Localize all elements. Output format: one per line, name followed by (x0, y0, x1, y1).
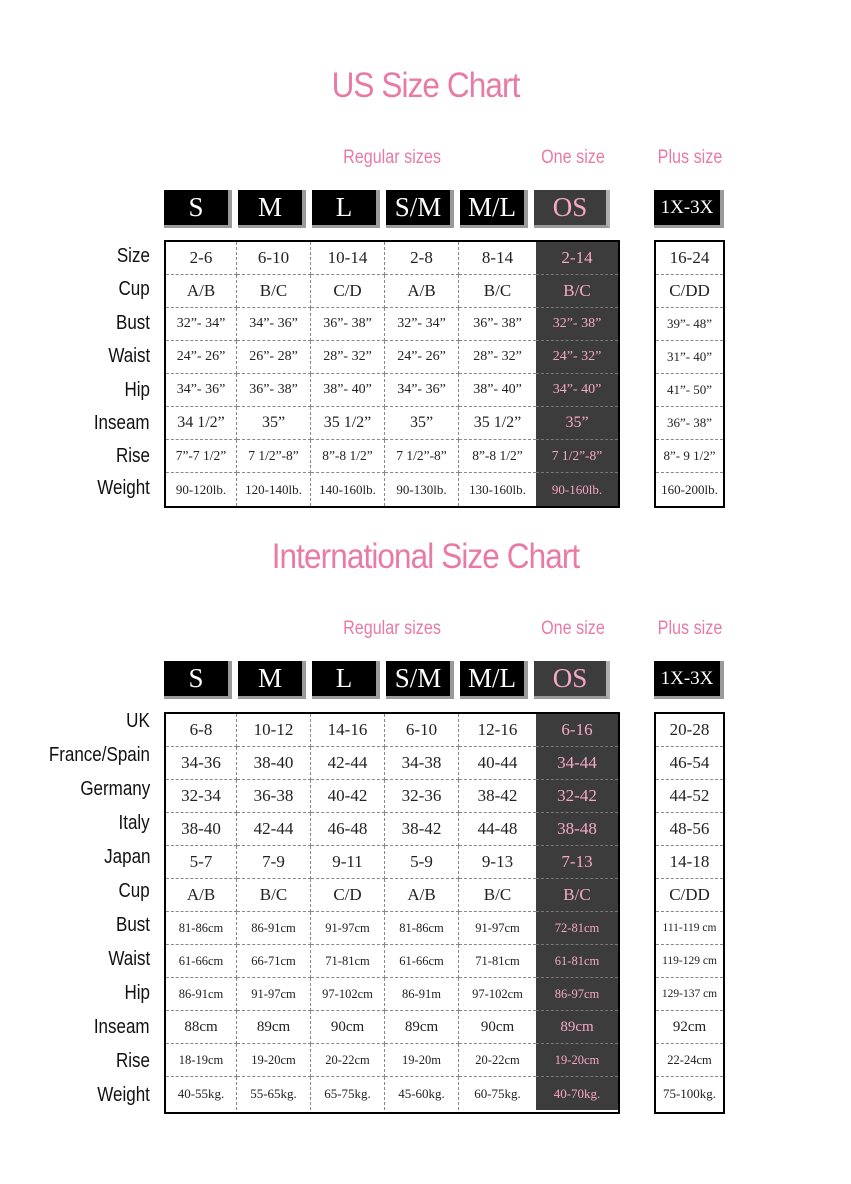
intl-table-cell: 46-48 (311, 813, 385, 846)
us-plus-table-row (656, 275, 723, 308)
us-plus-table-row (656, 407, 723, 440)
intl-plus-table-cell: 111-119 cm (656, 912, 723, 945)
intl-table-cell: 42-44 (311, 747, 385, 780)
us-table-row (166, 242, 618, 275)
us-table-cell: 7 1/2”-8” (237, 440, 311, 473)
us-table-cell: 32”- 38” (536, 308, 618, 341)
intl-table-cell: 89cm (385, 1011, 459, 1044)
us-table-cell: 8”-8 1/2” (311, 440, 385, 473)
us-table-cell: 34”- 36” (385, 374, 459, 407)
intl-table-cell: 65-75kg. (311, 1077, 385, 1110)
us-table-cell: 35” (385, 407, 459, 440)
intl-size-header-plus: 1X-3X (654, 661, 724, 699)
intl-row-label: Italy (118, 812, 150, 834)
us-chart-title: US Size Chart (331, 66, 520, 105)
us-table-row (166, 275, 618, 308)
intl-row-label: Hip (124, 982, 150, 1004)
intl-table-cell: 9-11 (311, 846, 385, 879)
intl-plus-table-cell: 119-129 cm (656, 945, 723, 978)
intl-table-row (166, 1011, 618, 1044)
intl-table-cell: 61-66cm (166, 945, 237, 978)
us-table-cell: 28”- 32” (311, 341, 385, 374)
intl-table-cell: 20-22cm (311, 1044, 385, 1077)
us-table-cell: 36”- 38” (311, 308, 385, 341)
intl-table-row (166, 1044, 618, 1077)
us-table-row (166, 341, 618, 374)
intl-table-cell: 38-48 (536, 813, 618, 846)
intl-table-row (166, 714, 618, 747)
us-table-cell: 90-120lb. (166, 473, 237, 506)
intl-size-table (164, 712, 620, 1114)
intl-table-cell: 6-8 (166, 714, 237, 747)
intl-table-cell: 14-16 (311, 714, 385, 747)
intl-table-row (166, 747, 618, 780)
intl-plus-table-row (656, 912, 723, 945)
intl-plus-table-cell: 14-18 (656, 846, 723, 879)
us-plus-size-heading: Plus size (657, 147, 723, 168)
intl-table-cell: 97-102cm (459, 978, 536, 1011)
intl-size-header-ml: M/L (460, 661, 528, 699)
us-table-cell: 2-14 (536, 242, 618, 275)
intl-plus-table-cell: 22-24cm (656, 1044, 723, 1077)
us-plus-table-row (656, 374, 723, 407)
us-table-cell: 24”- 32” (536, 341, 618, 374)
intl-table-cell: 89cm (536, 1011, 618, 1044)
intl-table-cell: 32-42 (536, 780, 618, 813)
us-size-table (164, 240, 620, 508)
intl-plus-table-row (656, 945, 723, 978)
us-size-header-sm: S/M (386, 190, 454, 228)
intl-row-label: Waist (108, 948, 150, 970)
intl-table-cell: 60-75kg. (474, 1085, 521, 1101)
us-table-cell: 36”- 38” (237, 374, 311, 407)
intl-table-row (166, 912, 618, 945)
intl-table-cell: C/D (311, 879, 385, 912)
intl-row-label: Japan (103, 846, 150, 868)
us-plus-table-cell: C/DD (656, 275, 723, 308)
intl-table-cell: B/C (459, 879, 536, 912)
us-table-cell: 38”- 40” (311, 374, 385, 407)
intl-table-row (166, 978, 618, 1011)
intl-row-label: Weight (97, 1084, 150, 1106)
us-row-label: Size (116, 245, 150, 267)
us-row-label: Weight (97, 477, 150, 499)
intl-table-cell: 91-97cm (237, 978, 311, 1011)
intl-table-cell: A/B (385, 879, 459, 912)
us-table-cell: 35 1/2” (459, 407, 536, 440)
intl-table-row (166, 1077, 618, 1110)
us-table-row (166, 440, 618, 473)
intl-row-label: Cup (118, 880, 150, 902)
intl-plus-table-row (656, 1077, 723, 1110)
us-table-cell: 10-14 (311, 242, 385, 275)
intl-row-label: UK (126, 710, 150, 732)
intl-table-cell: 86-91cm (166, 978, 237, 1011)
us-table-cell: 8-14 (459, 242, 536, 275)
us-table-cell: 32”- 34” (166, 308, 237, 341)
us-table-cell: 35” (237, 407, 311, 440)
us-size-header-ml: M/L (460, 190, 528, 228)
us-table-cell: 7 1/2”-8” (385, 440, 459, 473)
intl-plus-table-row (656, 846, 723, 879)
us-plus-table-row (656, 242, 723, 275)
intl-plus-table-cell: C/DD (656, 879, 723, 912)
intl-size-header-l: L (312, 661, 380, 699)
us-table-cell: 90-130lb. (385, 473, 459, 506)
intl-size-header-sm: S/M (386, 661, 454, 699)
intl-table-cell: 19-20cm (536, 1044, 618, 1077)
us-row-label: Hip (124, 379, 150, 401)
intl-plus-table-cell: 129-137 cm (656, 978, 723, 1011)
us-table-cell: 120-140lb. (237, 473, 311, 506)
us-row-label: Inseam (94, 412, 150, 434)
us-row-labels (0, 240, 150, 508)
intl-table-cell: 55-65kg. (237, 1077, 311, 1110)
intl-table-cell: 40-70kg. (536, 1077, 618, 1110)
us-table-cell: 34”- 36” (166, 374, 237, 407)
intl-plus-table-row (656, 747, 723, 780)
intl-table-cell: 34-38 (385, 747, 459, 780)
us-size-header-os: OS (534, 190, 610, 228)
intl-table-row (166, 879, 618, 912)
intl-table-cell: 7-13 (536, 846, 618, 879)
intl-regular-sizes-heading: Regular sizes (343, 618, 441, 639)
us-plus-table-row (656, 473, 723, 506)
intl-table-cell: 88cm (166, 1011, 237, 1044)
intl-plus-table-row (656, 1044, 723, 1077)
intl-table-cell: 86-91cm (237, 912, 311, 945)
intl-table-cell: 5-9 (385, 846, 459, 879)
us-table-cell: A/B (166, 275, 237, 308)
us-table-cell: 38”- 40” (459, 374, 536, 407)
us-plus-table-cell: 31”- 40” (656, 341, 723, 374)
us-table-cell: 6-10 (237, 242, 311, 275)
intl-table-cell: 6-16 (536, 714, 618, 747)
intl-row-label: Germany (80, 778, 150, 800)
intl-plus-table-cell: 92cm (656, 1011, 723, 1044)
intl-table-row (166, 780, 618, 813)
intl-plus-table-row (656, 1011, 723, 1044)
intl-table-cell: 71-81cm (311, 945, 385, 978)
intl-table-cell: 90cm (459, 1011, 536, 1044)
us-table-cell: 8”-8 1/2” (459, 440, 536, 473)
us-table-row (166, 308, 618, 341)
us-table-cell: A/B (385, 275, 459, 308)
intl-plus-header-row (654, 661, 724, 699)
us-table-row (166, 407, 618, 440)
us-table-cell: 32”- 34” (385, 308, 459, 341)
intl-table-cell: 38-42 (385, 813, 459, 846)
intl-table-cell: 89cm (237, 1011, 311, 1044)
intl-table-cell: 90cm (311, 1011, 385, 1044)
intl-table-cell: 7-9 (237, 846, 311, 879)
us-plus-table-row (656, 440, 723, 473)
intl-size-header-os: OS (534, 661, 610, 699)
us-table-cell: 35” (536, 407, 618, 440)
intl-plus-table-row (656, 780, 723, 813)
us-table-cell: 28”- 32” (459, 341, 536, 374)
intl-table-cell: 6-10 (385, 714, 459, 747)
intl-table-cell: 18-19cm (166, 1044, 237, 1077)
us-plus-table-cell: 41”- 50” (656, 374, 723, 407)
us-row-label: Rise (115, 445, 150, 467)
intl-row-label: Inseam (94, 1016, 150, 1038)
us-table-cell: B/C (237, 275, 311, 308)
us-table-cell: 2-8 (385, 242, 459, 275)
intl-table-cell: 19-20cm (237, 1044, 311, 1077)
intl-row-labels (0, 712, 150, 1114)
intl-table-cell: 32-34 (166, 780, 237, 813)
intl-table-cell: 19-20m (385, 1044, 459, 1077)
intl-table-cell: A/B (166, 879, 237, 912)
intl-table-cell: 9-13 (459, 846, 536, 879)
intl-plus-table-row (656, 714, 723, 747)
intl-table-cell: 45-60kg. (385, 1077, 459, 1110)
intl-size-header-s: S (164, 661, 232, 699)
us-table-cell: 2-6 (166, 242, 237, 275)
intl-plus-size-table (654, 712, 725, 1114)
us-table-cell: 7”-7 1/2” (166, 440, 237, 473)
us-table-cell: 36”- 38” (459, 308, 536, 341)
us-row-label: Bust (115, 312, 150, 334)
intl-table-cell: 38-40 (237, 747, 311, 780)
intl-table-cell: 71-81cm (459, 945, 536, 978)
us-table-row (166, 374, 618, 407)
intl-table-cell: 12-16 (459, 714, 536, 747)
us-row-label: Waist (108, 345, 150, 367)
intl-one-size-heading: One size (541, 618, 605, 639)
us-row-label: Cup (118, 278, 150, 300)
intl-table-cell: 40-42 (311, 780, 385, 813)
us-regular-sizes-heading: Regular sizes (343, 147, 441, 168)
intl-table-cell: 36-38 (237, 780, 311, 813)
us-plus-header-row (654, 190, 724, 228)
us-size-header-m: M (238, 190, 306, 228)
intl-plus-table-row (656, 978, 723, 1011)
us-plus-table-row (656, 341, 723, 374)
intl-plus-table-cell: 20-28 (656, 714, 723, 747)
intl-table-cell: 40-44 (459, 747, 536, 780)
intl-table-cell: 40-55kg. (166, 1077, 237, 1110)
us-table-cell: 34”- 40” (536, 374, 618, 407)
intl-plus-table-cell: 44-52 (656, 780, 723, 813)
intl-row-label: Bust (115, 914, 150, 936)
us-table-cell: 34 1/2” (166, 407, 237, 440)
intl-table-cell: 5-7 (166, 846, 237, 879)
intl-table-cell: 91-97cm (459, 912, 536, 945)
us-table-cell: 90-160lb. (536, 473, 618, 506)
intl-table-cell: 10-12 (237, 714, 311, 747)
intl-table-cell: 97-102cm (311, 978, 385, 1011)
intl-row-label: France/Spain (48, 744, 150, 766)
intl-table-cell: 61-66cm (385, 945, 459, 978)
us-table-cell: C/D (311, 275, 385, 308)
us-table-cell: B/C (459, 275, 536, 308)
us-size-header-plus: 1X-3X (654, 190, 724, 228)
us-table-cell: 35 1/2” (311, 407, 385, 440)
us-plus-table-cell: 160-200lb. (661, 481, 718, 497)
intl-table-cell: 34-36 (166, 747, 237, 780)
us-table-cell: 140-160lb. (311, 473, 385, 506)
us-plus-table-cell: 36”- 38” (656, 407, 723, 440)
intl-plus-table-cell: 75-100kg. (662, 1085, 717, 1101)
intl-table-cell: 42-44 (237, 813, 311, 846)
intl-plus-table-row (656, 879, 723, 912)
us-table-cell: 34”- 36” (237, 308, 311, 341)
intl-table-cell: 38-40 (166, 813, 237, 846)
intl-table-cell: 91-97cm (311, 912, 385, 945)
intl-chart-title: International Size Chart (271, 537, 580, 576)
us-plus-size-table (654, 240, 725, 508)
intl-table-cell: B/C (536, 879, 618, 912)
intl-plus-table-cell: 46-54 (656, 747, 723, 780)
us-plus-table-cell: 39”- 48” (656, 308, 723, 341)
us-size-header-l: L (312, 190, 380, 228)
intl-table-row (166, 846, 618, 879)
intl-table-row (166, 945, 618, 978)
intl-size-header-m: M (238, 661, 306, 699)
us-table-cell: 24”- 26” (385, 341, 459, 374)
us-table-cell: B/C (536, 275, 618, 308)
intl-plus-size-heading: Plus size (657, 618, 723, 639)
intl-table-cell: B/C (237, 879, 311, 912)
us-plus-table-cell: 8”- 9 1/2” (656, 440, 723, 473)
us-plus-table-row (656, 308, 723, 341)
intl-table-cell: 81-86cm (166, 912, 237, 945)
intl-table-row (166, 813, 618, 846)
intl-table-cell: 34-44 (536, 747, 618, 780)
us-plus-table-cell: 16-24 (656, 242, 723, 275)
us-table-cell: 7 1/2”-8” (536, 440, 618, 473)
intl-table-cell: 66-71cm (237, 945, 311, 978)
us-table-cell: 26”- 28” (237, 341, 311, 374)
intl-table-cell: 86-91m (385, 978, 459, 1011)
intl-table-cell: 20-22cm (459, 1044, 536, 1077)
us-table-cell: 24”- 26” (166, 341, 237, 374)
intl-table-cell: 44-48 (459, 813, 536, 846)
us-table-cell: 130-160lb. (469, 481, 526, 497)
intl-plus-table-cell: 48-56 (656, 813, 723, 846)
intl-size-header-row (164, 661, 610, 699)
intl-table-cell: 72-81cm (536, 912, 618, 945)
us-size-header-row (164, 190, 610, 228)
intl-table-cell: 86-97cm (536, 978, 618, 1011)
us-one-size-heading: One size (541, 147, 605, 168)
intl-table-cell: 32-36 (385, 780, 459, 813)
intl-plus-table-row (656, 813, 723, 846)
us-size-header-s: S (164, 190, 232, 228)
intl-table-cell: 61-81cm (536, 945, 618, 978)
intl-table-cell: 38-42 (459, 780, 536, 813)
intl-table-cell: 81-86cm (385, 912, 459, 945)
intl-row-label: Rise (115, 1050, 150, 1072)
us-table-row (166, 473, 618, 506)
